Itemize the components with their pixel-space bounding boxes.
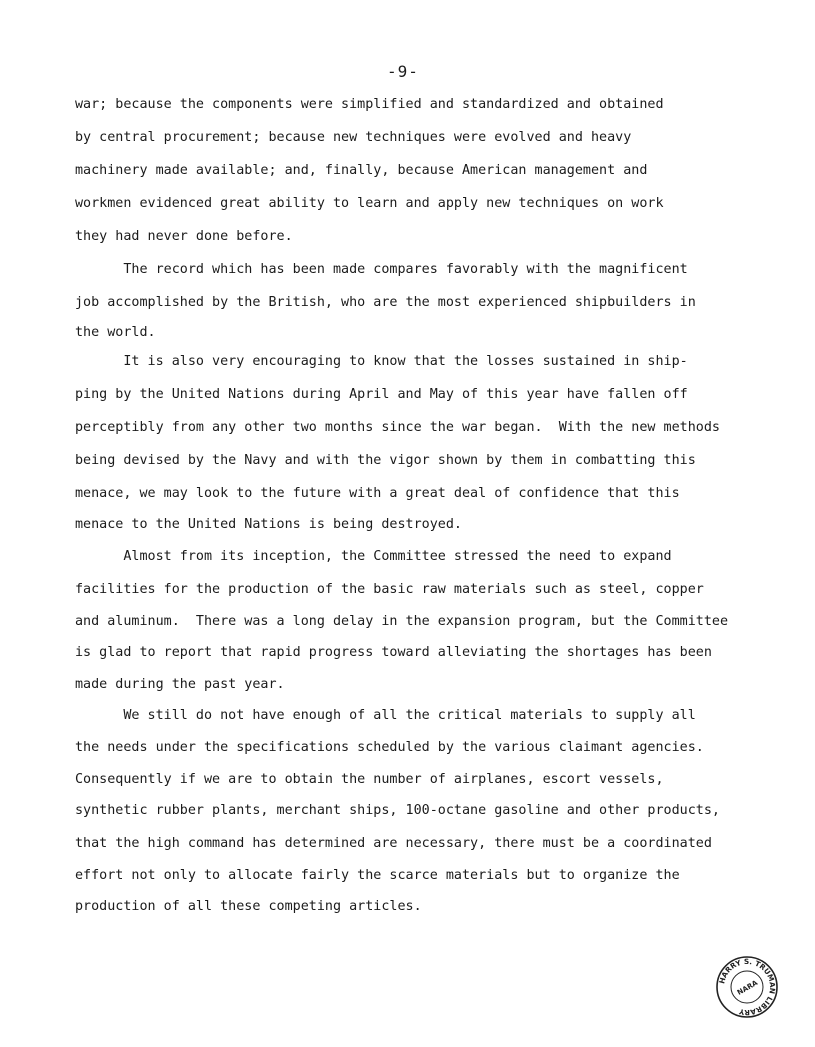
text-line: war; because the components were simplified and standardized and obtained — [75, 97, 664, 112]
text-line: ping by the United Nations during April and May of this year have fallen off — [75, 387, 688, 402]
text-line: effort not only to allocate fairly the scarce materials but to organize the — [75, 868, 680, 883]
text-line: facilities for the production of the basic raw materials such as steel, copper — [75, 582, 704, 597]
text-line: and aluminum. There was a long delay in the expansion program, but the Committee — [75, 614, 729, 629]
text-line: that the high command has determined are necessary, there must be a coordinated — [75, 836, 712, 851]
text-line: The record which has been made compares favorably with the magnificent — [75, 262, 688, 277]
seal-center-text: NARA — [735, 978, 760, 997]
text-line: they had never done before. — [75, 229, 293, 244]
page-number: -9- — [387, 62, 419, 81]
text-line: by central procurement; because new techniques were evolved and heavy — [75, 130, 632, 145]
text-line: perceptibly from any other two months since the war began. With the new methods — [75, 420, 720, 435]
text-line: synthetic rubber plants, merchant ships, 100-octane gasoline and other products, — [75, 803, 720, 818]
text-line: the world. — [75, 325, 156, 340]
text-line: Consequently if we are to obtain the number of airplanes, escort vessels, — [75, 772, 664, 787]
text-line: Almost from its inception, the Committee stressed the need to expand — [75, 549, 672, 564]
text-line: It is also very encouraging to know that the losses sustained in ship- — [75, 354, 688, 369]
text-line: workmen evidenced great ability to learn and apply new techniques on work — [75, 196, 664, 211]
text-line: menace to the United Nations is being destroyed. — [75, 517, 462, 532]
text-line: being devised by the Navy and with the vigor shown by them in combatting this — [75, 453, 696, 468]
text-line: We still do not have enough of all the critical materials to supply all — [75, 708, 696, 723]
text-line: is glad to report that rapid progress toward alleviating the shortages has been — [75, 645, 712, 660]
text-line: the needs under the specifications scheduled by the various claimant agencies. — [75, 740, 704, 755]
seal-ring-text: HARRY S. TRUMAN LIBRARY — [717, 956, 778, 1018]
text-line: made during the past year. — [75, 677, 285, 692]
text-line: machinery made available; and, finally, because American management and — [75, 163, 648, 178]
text-line: production of all these competing articles. — [75, 899, 422, 914]
text-line: menace, we may look to the future with a great deal of confidence that this — [75, 486, 680, 501]
text-line: job accomplished by the British, who are the most experienced shipbuilders in — [75, 295, 696, 310]
library-seal-icon — [715, 955, 779, 1019]
